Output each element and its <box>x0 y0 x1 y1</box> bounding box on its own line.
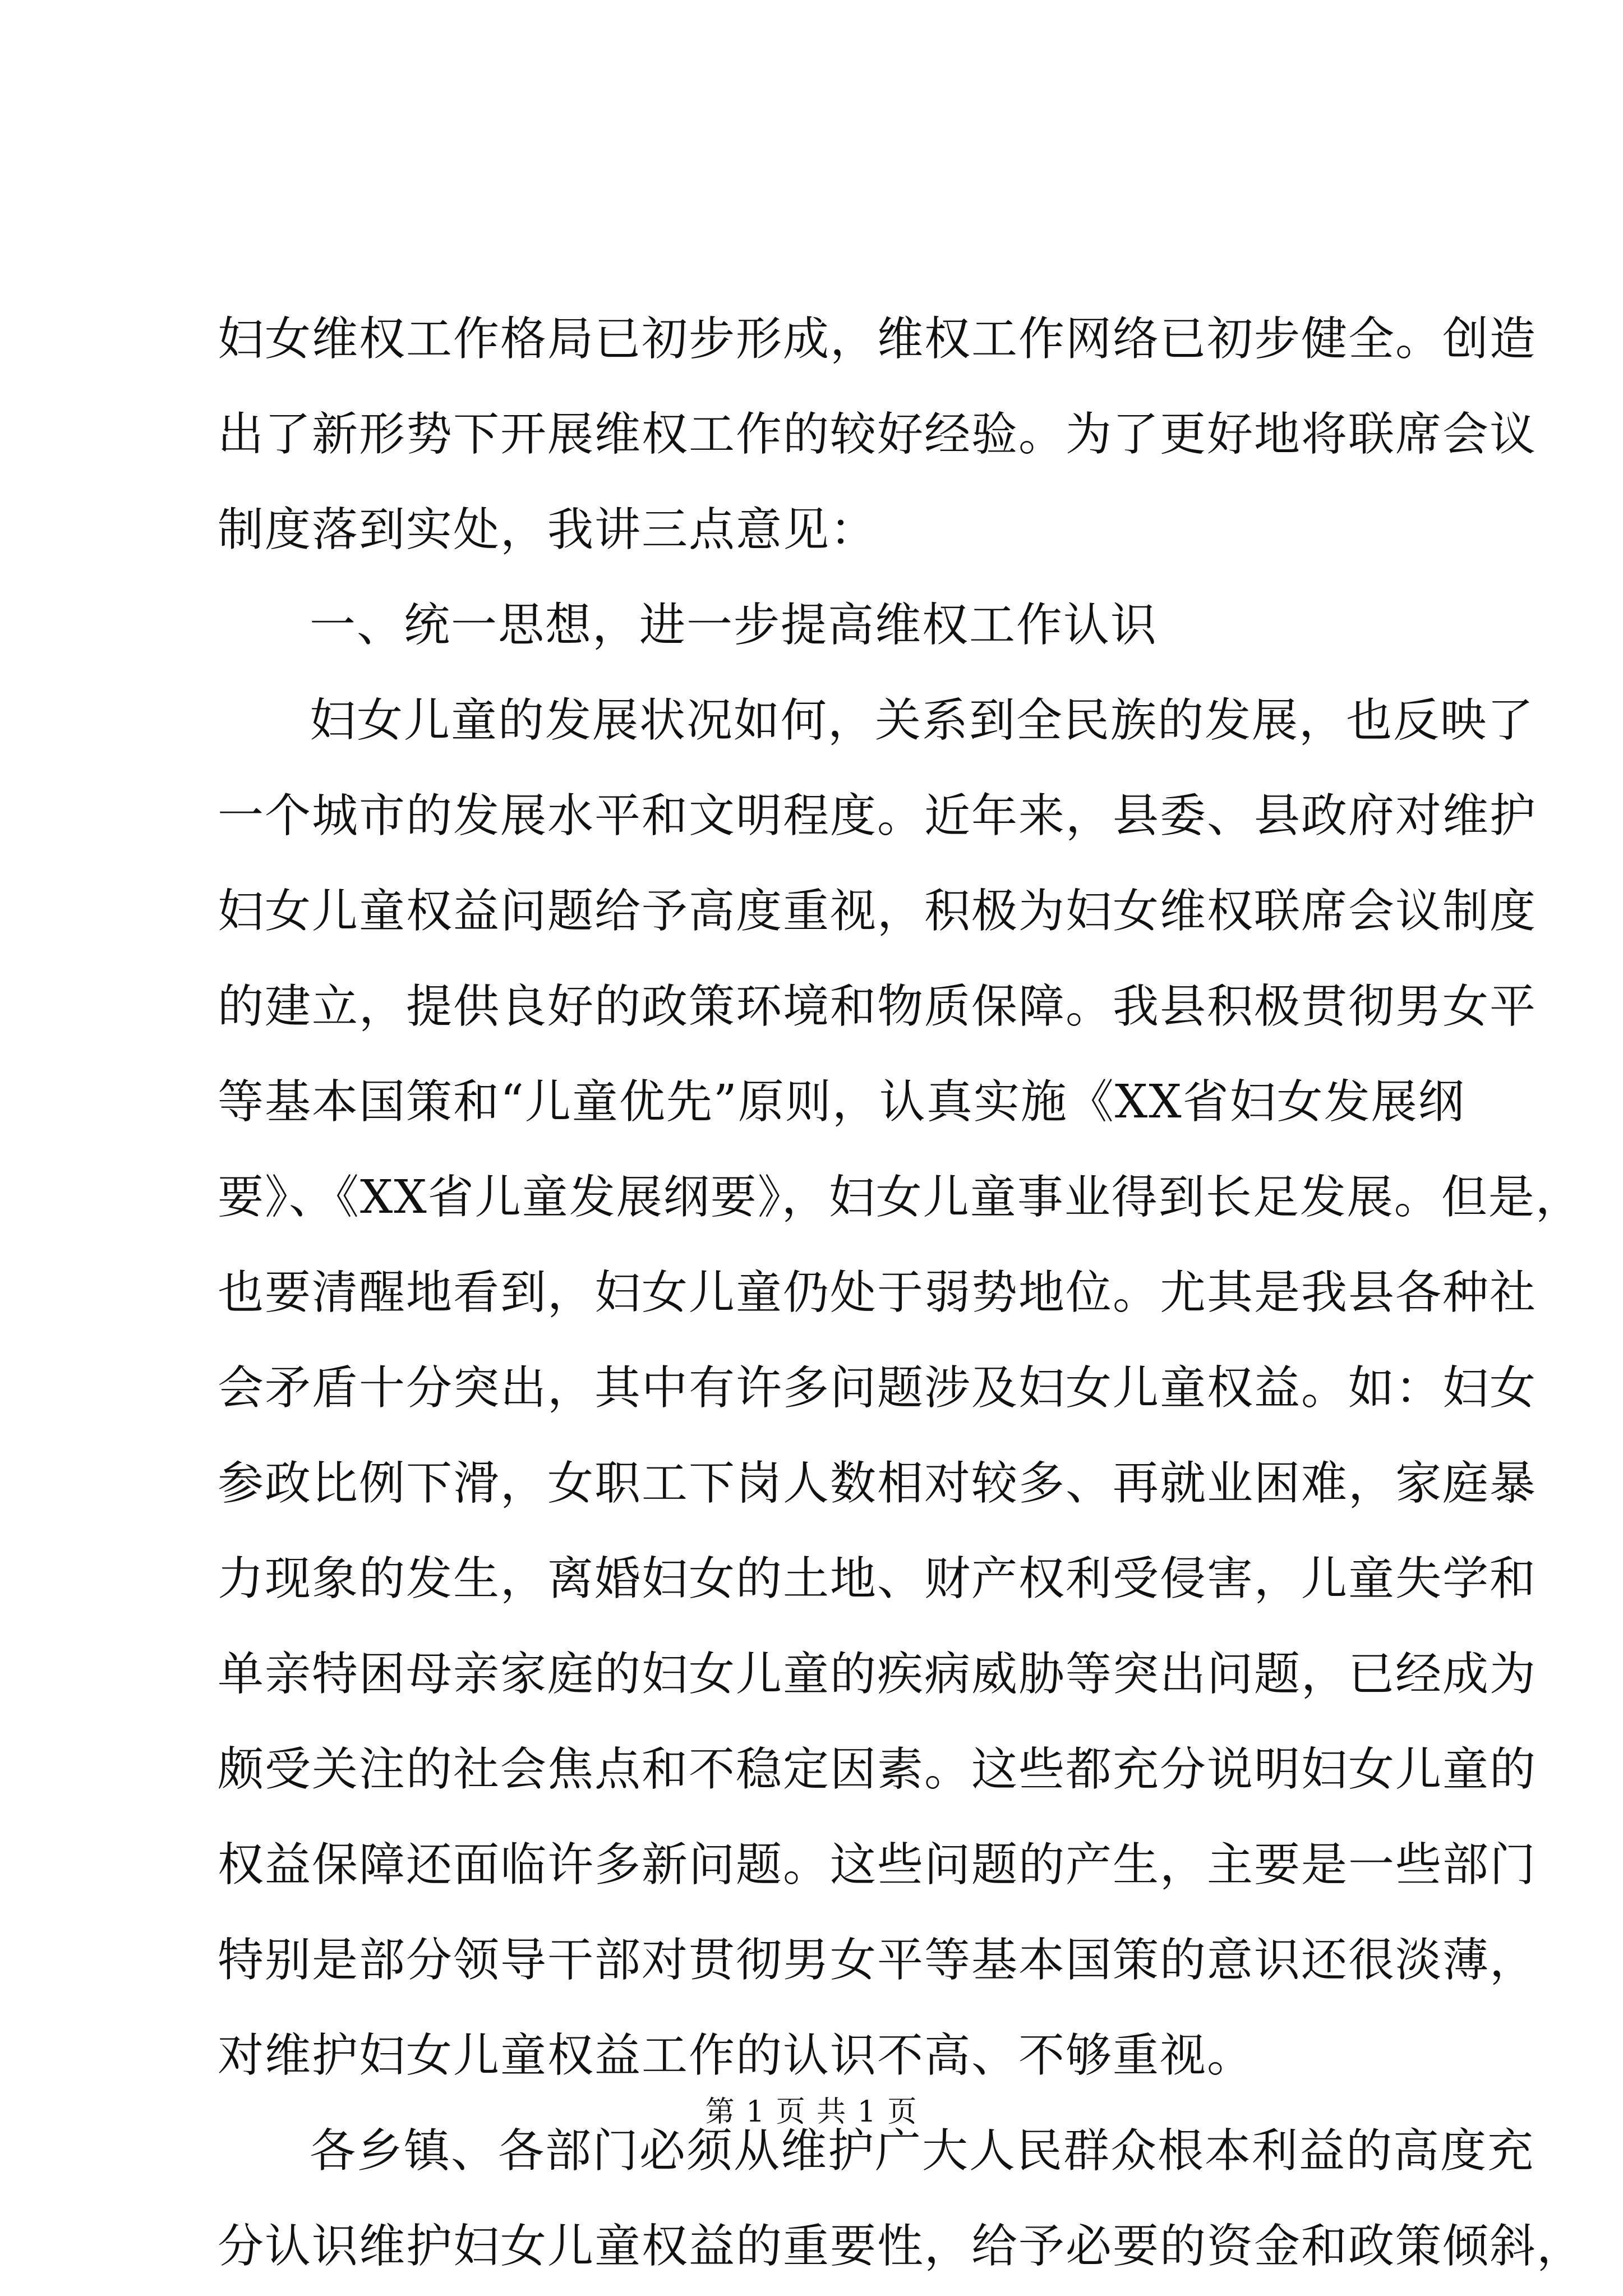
text-line: 分认识维护妇女儿童权益的重要性，给予必要的资金和政策倾斜， <box>218 2220 1584 2273</box>
text-line: 颇受关注的社会焦点和不稳定因素。这些都充分说明妇女儿童的 <box>218 1743 1537 1796</box>
text-line: 妇女儿童权益问题给予高度重视，积极为妇女维权联席会议制度 <box>218 885 1537 938</box>
page-footer: 第 1 页 共 1 页 <box>705 2095 918 2129</box>
text-line: 的建立，提供良好的政策环境和物质保障。我县积极贯彻男女平 <box>218 980 1537 1033</box>
text-line: 制度落到实处，我讲三点意见： <box>218 503 878 556</box>
text-line: 会矛盾十分突出，其中有许多问题涉及妇女儿童权益。如：妇女 <box>218 1361 1537 1415</box>
text-line: 参政比例下滑，女职工下岗人数相对较多、再就业困难，家庭暴 <box>218 1457 1537 1510</box>
text-line: 各乡镇、各部门必须从维护广大人民群众根本利益的高度充 <box>310 2124 1535 2178</box>
text-line: 特别是部分领导干部对贯彻男女平等基本国策的意识还很淡薄， <box>218 1934 1537 1987</box>
text-line: 要》、《XX省儿童发展纲要》，妇女儿童事业得到长足发展。但是， <box>218 1171 1583 1224</box>
text-line: 妇女儿童的发展状况如何，关系到全民族的发展，也反映了 <box>310 694 1535 747</box>
text-line: 权益保障还面临许多新问题。这些问题的产生，主要是一些部门 <box>218 1838 1537 1892</box>
text-line: 等基本国策和“儿童优先”原则，认真实施《XX省妇女发展纲 <box>218 1075 1465 1129</box>
body-text <box>218 292 1584 2294</box>
text-line: 单亲特困母亲家庭的妇女儿童的疾病威胁等突出问题，已经成为 <box>218 1648 1537 1701</box>
text-line: 出了新形势下开展维权工作的较好经验。为了更好地将联席会议 <box>218 408 1537 461</box>
text-line: 也要清醒地看到，妇女儿童仍处于弱势地位。尤其是我县各种社 <box>218 1266 1537 1319</box>
text-line: 一、统一思想，进一步提高维权工作认识 <box>310 599 1158 652</box>
text-line: 一个城市的发展水平和文明程度。近年来，县委、县政府对维护 <box>218 789 1537 843</box>
text-line: 对维护妇女儿童权益工作的认识不高、不够重视。 <box>218 2029 1255 2082</box>
text-line: 妇女维权工作格局已初步形成，维权工作网络已初步健全。创造 <box>218 312 1537 366</box>
text-line: 力现象的发生，离婚妇女的土地、财产权利受侵害，儿童失学和 <box>218 1552 1537 1605</box>
